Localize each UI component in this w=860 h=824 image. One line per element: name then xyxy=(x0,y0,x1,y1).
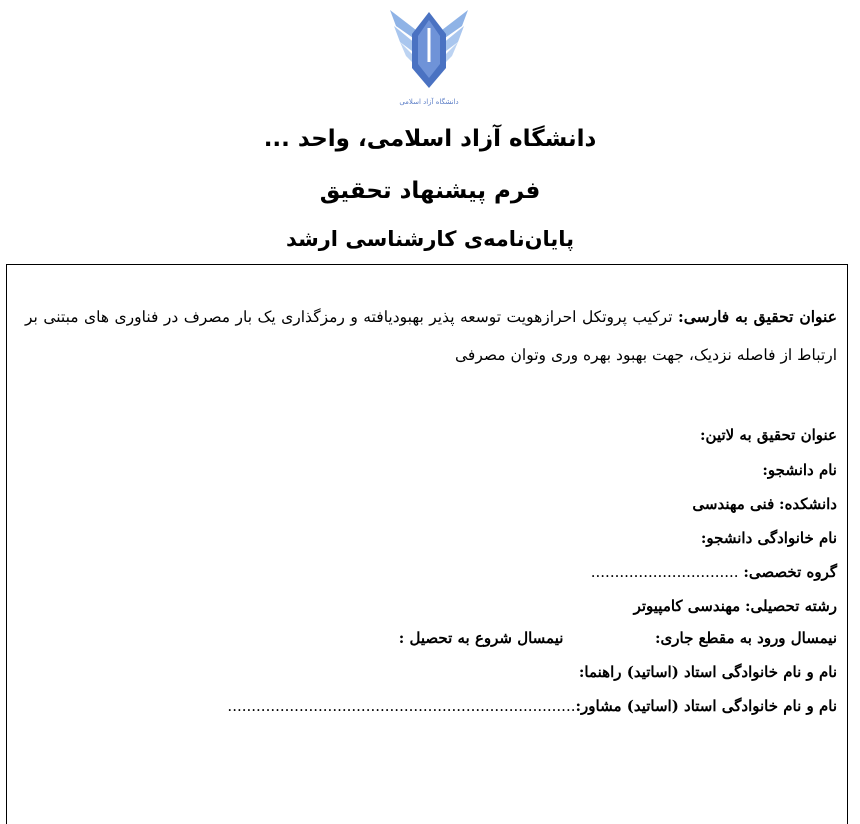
faculty-label: دانشکده: xyxy=(779,495,837,513)
entry-semester-label: نیمسال ورود به مقطع جاری: xyxy=(654,629,837,647)
title-fa-value: ترکیب پروتکل احرازهویت توسعه پذیر بهبودیافته و رمزگذاری یک بار مصرف در فناوری های مبتنی بر ارتباط از فاصله نزدیک، جهت بهبود بهره وری وتوان مصرفی xyxy=(25,308,837,364)
major-value: مهندسی کامپیوتر xyxy=(633,597,741,615)
group-value: ............................... xyxy=(590,563,739,581)
student-name-label: نام دانشجو: xyxy=(762,461,837,479)
title-latin-field xyxy=(700,426,837,444)
supervisor-field xyxy=(579,663,837,681)
advisor-label: نام و نام خانوادگی استاد (اساتید) مشاور: xyxy=(575,697,837,715)
faculty-field xyxy=(692,495,837,513)
university-emblem-icon xyxy=(386,4,472,110)
student-name-field xyxy=(762,461,837,479)
emblem-caption: دانشگاه آزاد اسلامی xyxy=(399,98,459,106)
degree-title: پایان‌نامه‌ی کارشناسی ارشد xyxy=(285,227,575,251)
start-semester-label: نیمسال شروع به تحصیل : xyxy=(398,629,564,647)
faculty-value: فنی مهندسی xyxy=(692,495,775,513)
title-fa-field xyxy=(25,298,837,374)
group-field xyxy=(591,563,837,581)
semester-field xyxy=(399,629,837,647)
advisor-field xyxy=(227,697,837,715)
title-latin-label: عنوان تحقیق به لاتین: xyxy=(700,426,837,444)
form-title: فرم پیشنهاد تحقیق xyxy=(319,178,541,204)
group-label: گروه تخصصی: xyxy=(743,563,837,581)
proposal-form xyxy=(6,264,848,824)
major-field xyxy=(634,597,837,615)
supervisor-label: نام و نام خانوادگی استاد (اساتید) راهنما: xyxy=(578,663,837,681)
university-name: دانشگاه آزاد اسلامی، واحد ... xyxy=(263,126,597,152)
title-fa-label: عنوان تحقیق به فارسی: xyxy=(677,307,837,326)
student-family-field xyxy=(701,529,837,547)
advisor-value: ......................................................................... xyxy=(227,697,576,715)
student-family-label: نام خانوادگی دانشجو: xyxy=(700,529,837,547)
major-label: رشته تحصیلی: xyxy=(745,597,837,615)
